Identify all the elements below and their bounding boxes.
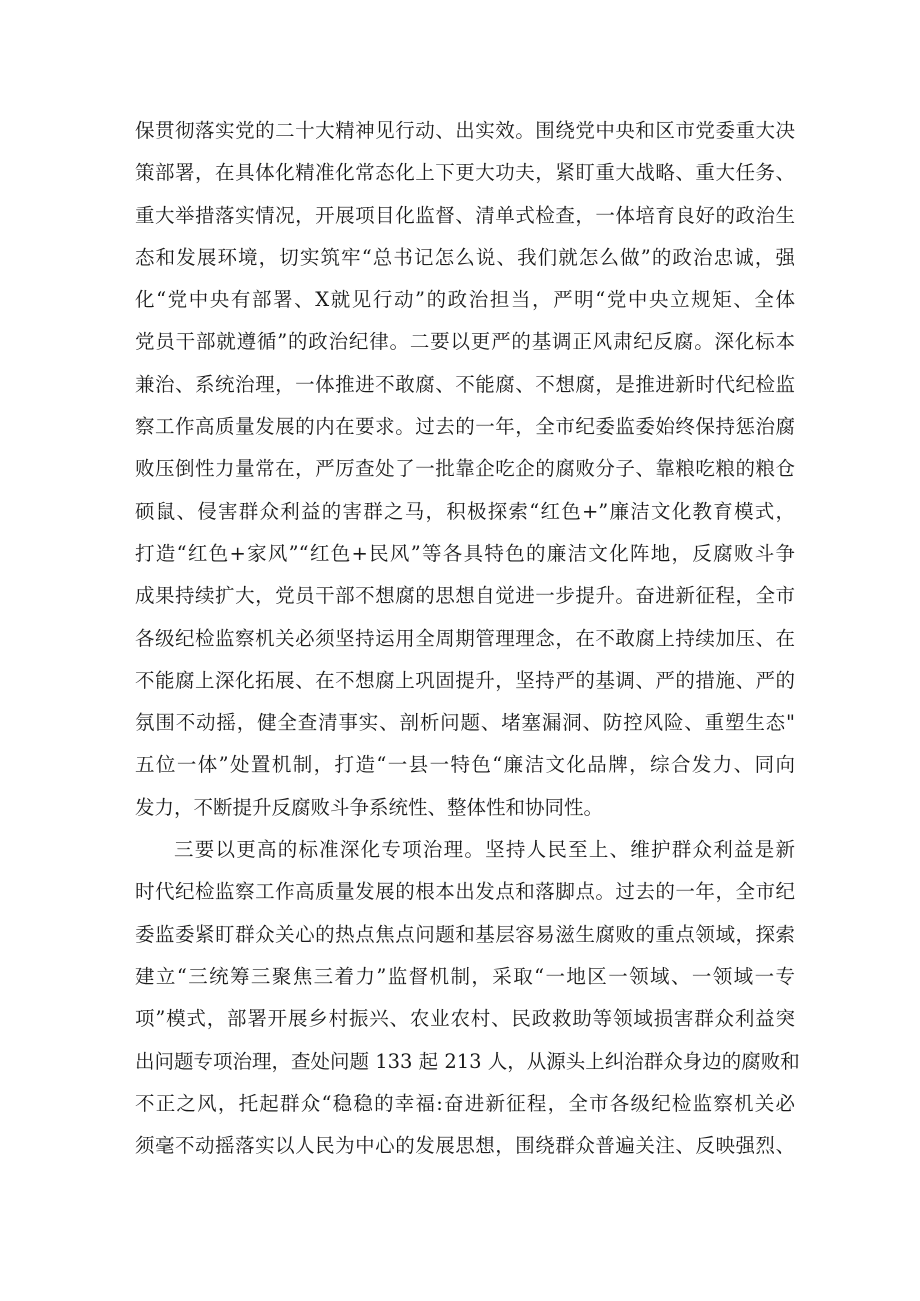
text-line: 氛围不动摇，健全查清事实、剖析问题、堵塞漏洞、防控风险、重塑生态" (135, 711, 795, 735)
text-line: 五位一体”处置机制，打造“一县一特色“廉洁文化品牌，综合发力、同向 (135, 753, 795, 777)
text-line: 须毫不动摇落实以人民为中心的发展思想，围绕群众普遍关注、反映强烈、 (135, 1134, 795, 1158)
text-line: 化“党中央有部署、X就见行动”的政治担当，严明“党中央立规矩、全体 (135, 288, 795, 312)
text-line: 重大举措落实情况，开展项目化监督、清单式检查，一体培育良好的政治生 (135, 203, 795, 227)
text-line: 时代纪检监察工作高质量发展的根本出发点和落脚点。过去的一年，全市纪 (135, 880, 795, 904)
paragraph (135, 829, 800, 1167)
text-line: 打造“红色+家风”“红色+民风”等各具特色的廉洁文化阵地，反腐败斗争 (135, 541, 795, 565)
text-line: 成果持续扩大，党员干部不想腐的思想自觉进一步提升。奋进新征程，全市 (135, 584, 795, 608)
text-line: 策部署，在具体化精准化常态化上下更大功夫，紧盯重大战略、重大任务、 (135, 161, 795, 185)
text-line: 三要以更高的标准深化专项治理。坚持人民至上、维护群众利益是新 (174, 838, 795, 862)
text-line: 态和发展环境，切实筑牢“总书记怎么说、我们就怎么做”的政治忠诚，强 (135, 245, 795, 269)
text-line: 硕鼠、侵害群众利益的害群之马，积极探索“红色+”廉洁文化教育模式， (135, 499, 795, 523)
paragraph (135, 110, 795, 829)
text-line: 委监委紧盯群众关心的热点焦点问题和基层容易滋生腐败的重点领域，探索 (135, 922, 795, 946)
text-line: 察工作高质量发展的内在要求。过去的一年，全市纪委监委始终保持惩治腐 (135, 415, 795, 439)
text-line: 项”模式，部署开展乡村振兴、农业农村、民政救助等领域损害群众利益突 (135, 1007, 795, 1031)
text-line: 败压倒性力量常在，严厉查处了一批靠企吃企的腐败分子、靠粮吃粮的粮仓 (135, 457, 795, 481)
text-line: 不正之风，托起群众“稳稳的幸福:奋进新征程，全市各级纪检监察机关必 (135, 1091, 795, 1115)
text-line: 兼治、系统治理，一体推进不敢腐、不能腐、不想腐，是推进新时代纪检监 (135, 372, 795, 396)
text-line: 发力，不断提升反腐败斗争系统性、整体性和协同性。 (135, 795, 604, 819)
text-line: 保贯彻落实党的二十大精神见行动、出实效。围绕党中央和区市党委重大决 (135, 119, 795, 142)
body-text (135, 110, 800, 1167)
text-line: 不能腐上深化拓展、在不想腐上巩固提升，坚持严的基调、严的措施、严的 (135, 668, 795, 692)
text-line: 建立“三统筹三聚焦三着力”监督机制，采取“一地区一领域、一领域一专 (135, 964, 795, 988)
text-line: 各级纪检监察机关必须坚持运用全周期管理理念，在不敢腐上持续加压、在 (135, 626, 795, 650)
text-line: 党员干部就遵循”的政治纪律。二要以更严的基调正风肃纪反腐。深化标本 (135, 330, 795, 354)
text-line: 出问题专项治理，查处问题 133 起 213 人，从源头上纠治群众身边的腐败和 (135, 1049, 800, 1073)
